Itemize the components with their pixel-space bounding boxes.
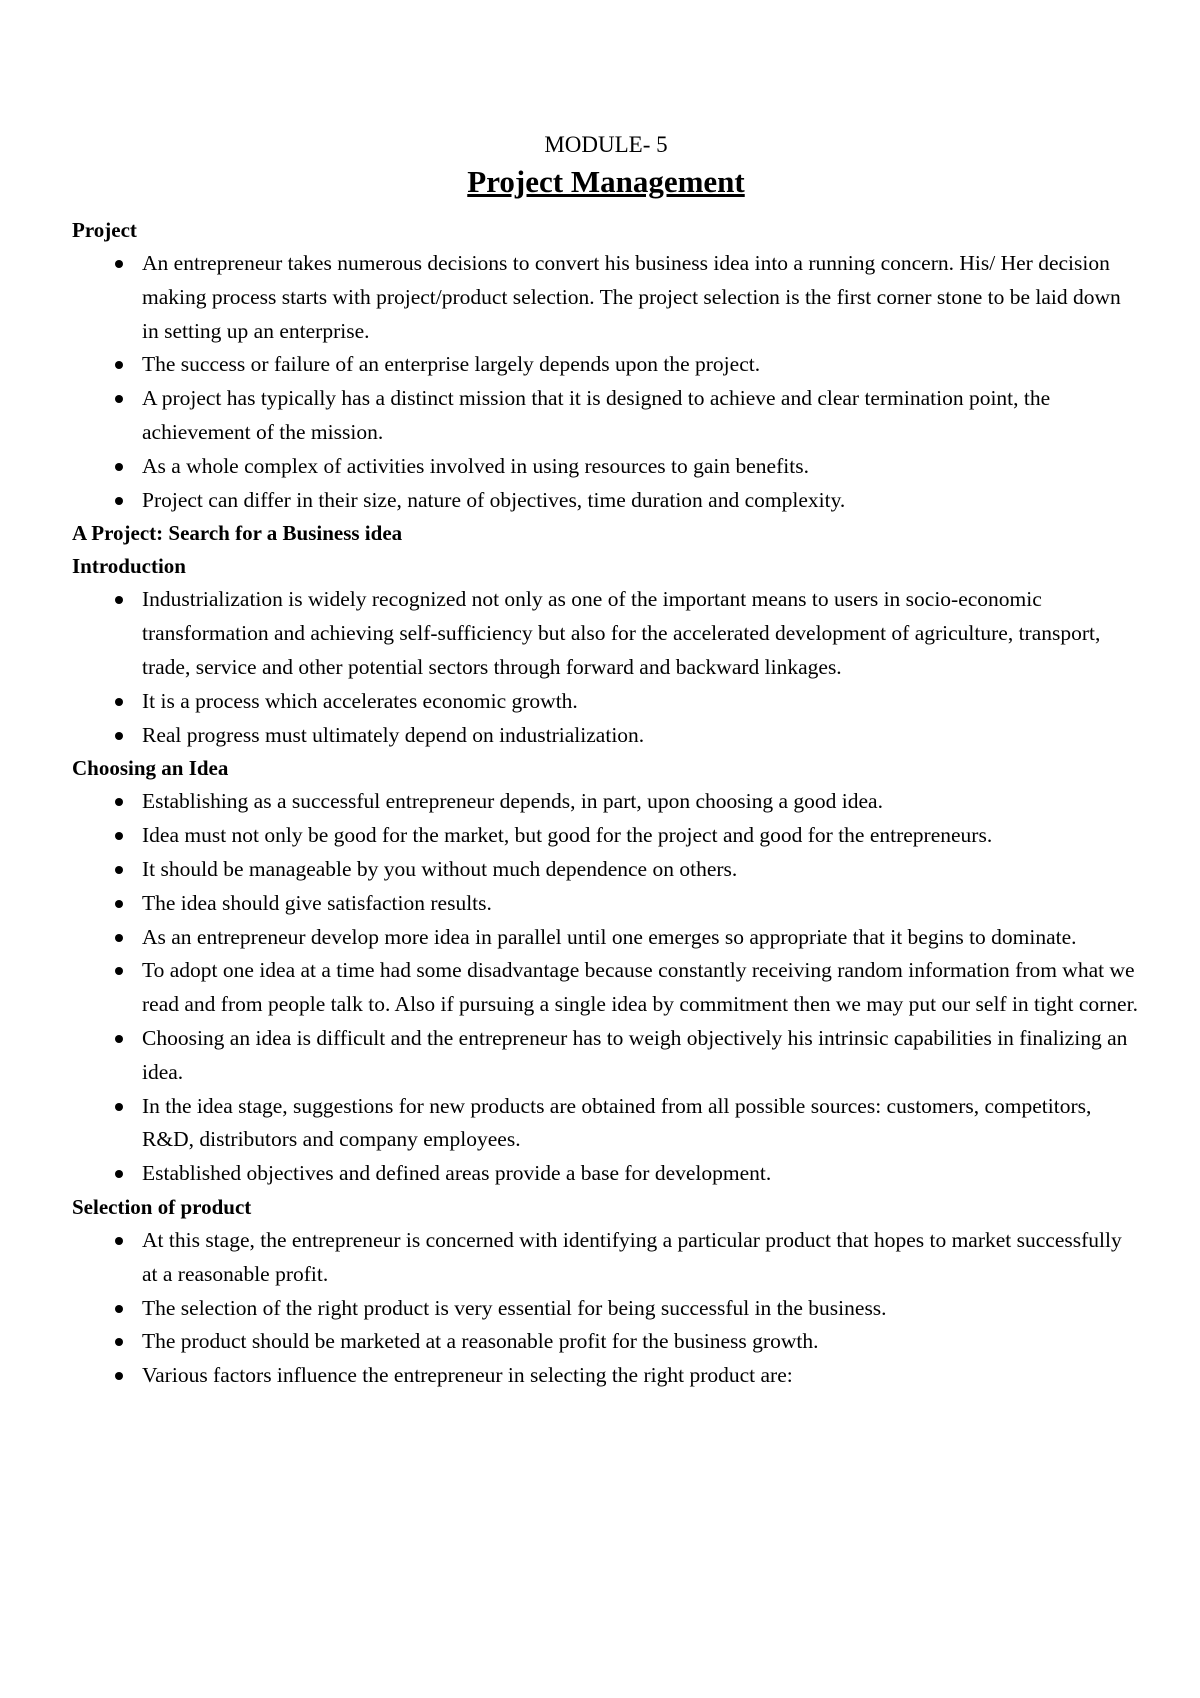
page-title: Project Management [467, 164, 745, 199]
list-item [142, 382, 1140, 450]
list-item-text: As an entrepreneur develop more idea in parallel until one emerges so appropriate that it begins to dominate. [142, 924, 1077, 949]
list-item [142, 853, 1140, 887]
bullet-icon [115, 1103, 123, 1111]
list-item [142, 1090, 1140, 1158]
bullet-list-project [72, 247, 1140, 517]
bullet-icon [115, 967, 123, 975]
bullet-icon [115, 900, 123, 908]
bullet-icon [115, 260, 123, 268]
section-heading-project: Project [72, 218, 137, 242]
section-heading-search-business-idea: A Project: Search for a Business idea [72, 521, 403, 546]
list-item [142, 1325, 1140, 1359]
bullet-icon [115, 732, 123, 740]
list-item [142, 1224, 1140, 1292]
bullet-icon [115, 866, 123, 874]
section-search-business-idea [72, 517, 1140, 550]
list-item [142, 1292, 1140, 1326]
bullet-icon [115, 463, 123, 471]
list-item [142, 247, 1140, 348]
list-item-text: A project has typically has a distinct mission that it is designed to achieve and clear termination point, the achievement of the mission. [142, 386, 1051, 444]
list-item [142, 819, 1140, 853]
list-item-text: Project can differ in their size, nature of objectives, time duration and complexity. [142, 487, 846, 512]
list-item-text: At this stage, the entrepreneur is concerned with identifying a particular product that hopes to market successfully at a reasonable profit. [142, 1227, 1122, 1286]
list-item-text: Establishing as a successful entrepreneur depends, in part, upon choosing a good idea. [142, 789, 883, 814]
list-item [142, 785, 1140, 819]
bullet-icon [115, 395, 123, 403]
list-item-text: An entrepreneur takes numerous decisions to convert his business idea into a running concern. His/ Her decision making process starts with project/product selection. The project selection is the first corner stone to be laid down in setting up an enterprise. [142, 251, 1121, 343]
list-item [142, 887, 1140, 921]
bullet-list-choosing-an-idea [72, 785, 1140, 1191]
bullet-list-selection-of-product [72, 1224, 1140, 1393]
list-item [142, 1359, 1140, 1393]
list-item-text: It should be manageable by you without much dependence on others. [142, 856, 738, 881]
list-item-text: Various factors influence the entrepreneur in selecting the right product are: [142, 1363, 793, 1388]
list-item-text: Industrialization is widely recognized not only as one of the important means to users in socio-economic transformation and achieving self-sufficiency but also for the accelerated development of agriculture, transport, trade, service and other potential sectors through forward and backward linkages. [142, 587, 1101, 679]
list-item-text: The success or failure of an enterprise largely depends upon the project. [142, 352, 761, 377]
list-item [142, 719, 1140, 753]
bullet-icon [115, 1170, 123, 1178]
list-item-text: As a whole complex of activities involved in using resources to gain benefits. [142, 453, 809, 478]
section-heading-selection-of-product: Selection of product [72, 1194, 252, 1219]
bullet-icon [115, 1035, 123, 1043]
section-heading-introduction: Introduction [72, 554, 186, 579]
list-item [142, 450, 1140, 484]
bullet-icon [115, 1305, 123, 1313]
list-item [142, 1157, 1140, 1191]
bullet-list-introduction [72, 583, 1140, 752]
section-selection-of-product [72, 1191, 1140, 1393]
list-item-text: Idea must not only be good for the market, but good for the project and good for the entrepreneurs. [142, 823, 993, 848]
list-item-text: Choosing an idea is difficult and the entrepreneur has to weigh objectively his intrinsic capabilities in finalizing an idea. [142, 1025, 1128, 1084]
list-item-text: In the idea stage, suggestions for new products are obtained from all possible sources: customers, competitors, R&D, distributors and company employees. [142, 1093, 1092, 1152]
list-item-text: The product should be marketed at a reasonable profit for the business growth. [142, 1329, 819, 1354]
list-item [142, 954, 1140, 1022]
list-item [142, 685, 1140, 719]
list-item-text: The selection of the right product is very essential for being successful in the business. [142, 1295, 887, 1320]
list-item-text: Real progress must ultimately depend on industrialization. [142, 722, 645, 747]
list-item-text: Established objectives and defined areas provide a base for development. [142, 1161, 772, 1186]
section-project [72, 214, 1140, 517]
list-item [142, 484, 1140, 518]
list-item [142, 1022, 1140, 1090]
bullet-icon [115, 934, 123, 942]
section-choosing-an-idea [72, 752, 1140, 1191]
bullet-icon [115, 497, 123, 505]
bullet-icon [115, 361, 123, 369]
bullet-icon [115, 1237, 123, 1245]
list-item-text: It is a process which accelerates economic growth. [142, 688, 578, 713]
list-item [142, 921, 1140, 955]
bullet-icon [115, 798, 123, 806]
list-item-text: To adopt one idea at a time had some disadvantage because constantly receiving random information from what we read and from people talk to. Also if pursuing a single idea by commitment then we may put our self in tight corner. [142, 958, 1138, 1017]
section-introduction [72, 550, 1140, 752]
bullet-icon [115, 1372, 123, 1380]
list-item-text: The idea should give satisfaction results. [142, 890, 492, 915]
bullet-icon [115, 698, 123, 706]
list-item [142, 348, 1140, 382]
section-heading-choosing-an-idea: Choosing an Idea [72, 756, 229, 781]
bullet-icon [115, 596, 123, 604]
bullet-icon [115, 832, 123, 840]
list-item [142, 583, 1140, 684]
module-label: MODULE- 5 [544, 132, 668, 157]
bullet-icon [115, 1338, 123, 1346]
